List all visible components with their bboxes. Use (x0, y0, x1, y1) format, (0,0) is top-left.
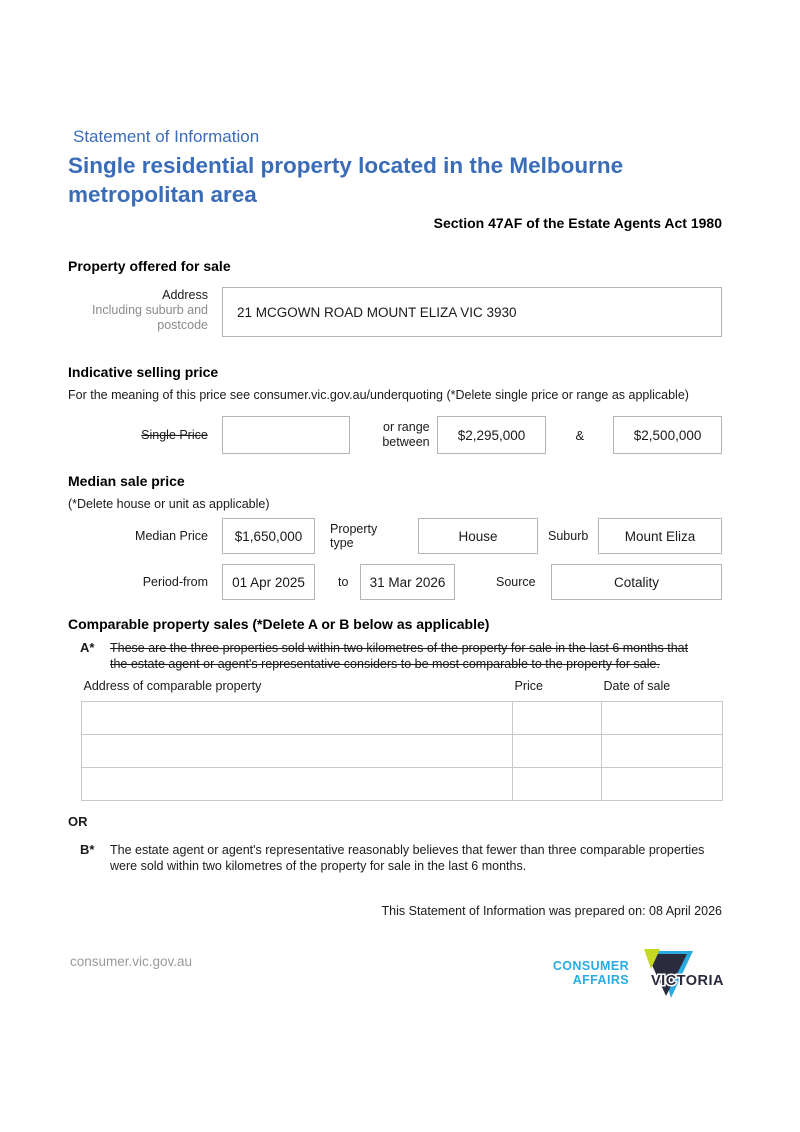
cell-address[interactable] (82, 768, 513, 801)
logo-victoria-text: VICTORIA (651, 973, 725, 989)
table-header-row (82, 675, 723, 702)
period-to-field[interactable] (360, 564, 455, 600)
source-value: Cotality (613, 574, 659, 590)
address-label: Address (162, 288, 208, 302)
period-from-field[interactable] (222, 564, 315, 600)
col-header-date: Date of sale (603, 679, 671, 693)
indicative-note: For the meaning of this price see consumer.vic.gov.au/underquoting (*Delete single price or range as applicable) (68, 388, 689, 402)
page-title: Single residential property located in the Melbourne metropolitan area (68, 153, 624, 207)
period-from-value: 01 Apr 2025 (232, 574, 305, 590)
col-header-price: Price (514, 679, 543, 693)
footer-website-link[interactable]: consumer.vic.gov.au (70, 954, 193, 969)
range-from-field[interactable] (437, 416, 547, 454)
option-b-text: The estate agent or agent's representative reasonably believes that fewer than three comparable properties were sold within two kilometres of the property for sale in the last 6 months. (110, 843, 705, 873)
logo-consumer-text: CONSUMER (552, 959, 629, 973)
to-label: to (338, 575, 349, 589)
cell-price[interactable] (513, 768, 602, 801)
property-type-value: House (458, 528, 498, 544)
source-label: Source (496, 575, 536, 589)
address-field-row (68, 287, 722, 337)
cell-date[interactable] (602, 735, 723, 768)
document-content (68, 0, 722, 918)
median-price-value: $1,650,000 (234, 528, 303, 544)
option-a-row (80, 640, 722, 672)
indicative-section-heading: Indicative selling price (68, 364, 219, 380)
cell-address[interactable] (82, 735, 513, 768)
period-to-value: 31 Mar 2026 (369, 574, 446, 590)
cell-date[interactable] (602, 702, 723, 735)
property-type-field[interactable] (418, 518, 538, 554)
table-row (82, 702, 723, 735)
prepared-on-text: This Statement of Information was prepared on: 08 April 2026 (381, 904, 722, 918)
cell-address[interactable] (82, 702, 513, 735)
act-reference: Section 47AF of the Estate Agents Act 1980 (433, 215, 722, 231)
cell-price[interactable] (513, 702, 602, 735)
median-section-heading: Median sale price (68, 473, 185, 489)
source-field[interactable] (551, 564, 722, 600)
comparable-section-heading: Comparable property sales (*Delete A or B below as applicable) (68, 616, 490, 632)
logo-affairs-text: AFFAIRS (572, 973, 629, 987)
cell-price[interactable] (513, 735, 602, 768)
median-row-2 (68, 564, 722, 600)
property-type-label: Property type (330, 522, 378, 550)
suburb-value: Mount Eliza (624, 528, 696, 544)
col-header-address: Address of comparable property (83, 679, 262, 693)
option-a-text: These are the three properties sold within two kilometres of the property for sale in the last 6 months that the estate agent or agent's representative considers to be most comparable to the property for sale. (110, 641, 689, 671)
single-price-label: Single Price (141, 428, 208, 442)
option-a-marker: A* (80, 640, 95, 655)
median-price-label: Median Price (135, 529, 208, 543)
or-label: OR (68, 814, 88, 829)
median-row-1 (68, 518, 722, 554)
option-b-marker: B* (80, 842, 95, 857)
suburb-label: Suburb (548, 529, 589, 543)
address-sublabel: Including suburb and postcode (91, 303, 208, 332)
range-from-value: $2,295,000 (457, 427, 526, 443)
median-note: (*Delete house or unit as applicable) (68, 497, 270, 511)
table-row (82, 735, 723, 768)
range-to-field[interactable] (613, 416, 722, 454)
address-field[interactable] (222, 287, 722, 337)
suburb-field[interactable] (598, 518, 722, 554)
doc-subtitle: Statement of Information (73, 127, 260, 146)
median-price-field[interactable] (222, 518, 315, 554)
table-row (82, 768, 723, 801)
consumer-affairs-victoria-logo (545, 938, 725, 1000)
range-label: or range between (382, 420, 430, 449)
period-from-label: Period-from (142, 575, 208, 589)
address-label-block (68, 287, 208, 337)
indicative-price-row (68, 416, 722, 454)
address-value: 21 MCGOWN ROAD MOUNT ELIZA VIC 3930 (237, 304, 517, 320)
cell-date[interactable] (602, 768, 723, 801)
property-section-heading: Property offered for sale (68, 258, 231, 274)
range-to-value: $2,500,000 (633, 427, 702, 443)
single-price-field[interactable] (222, 416, 350, 454)
option-b-row (80, 842, 722, 874)
comparable-sales-table (81, 675, 723, 801)
ampersand-label: & (575, 427, 585, 443)
